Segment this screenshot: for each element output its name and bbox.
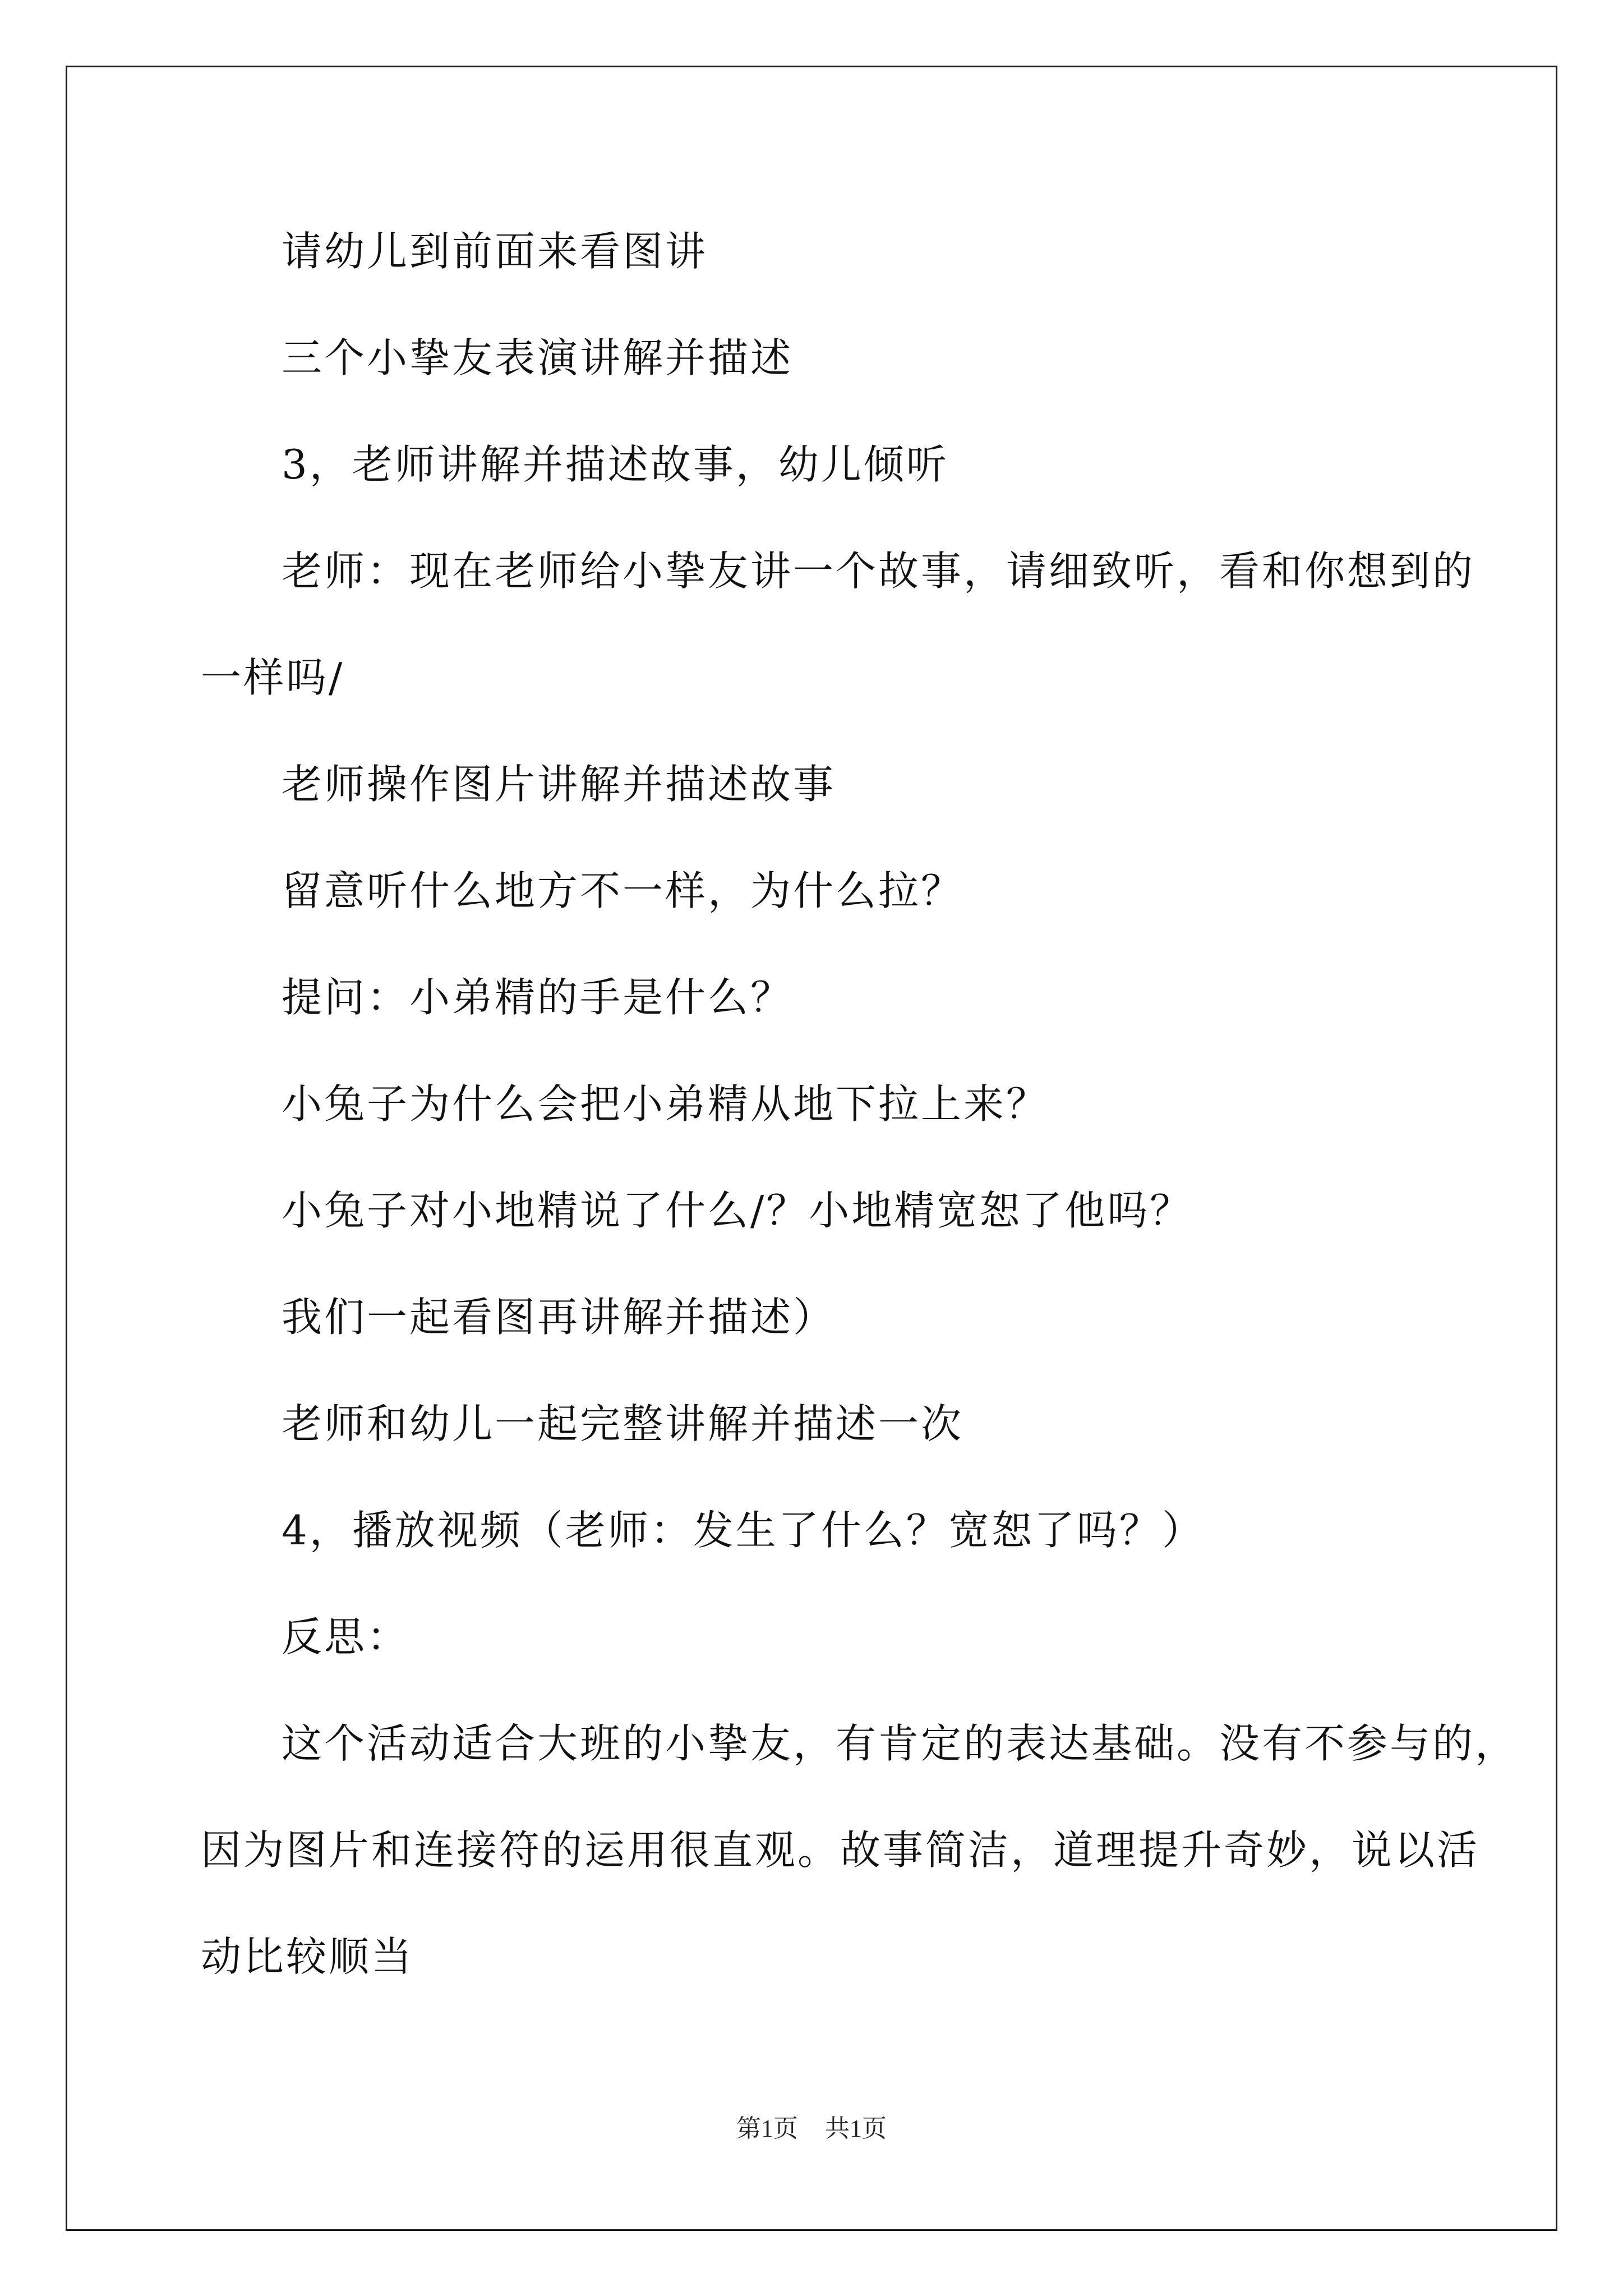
- paragraph-9: 小兔子对小地精说了什么/？小地精宽恕了他吗？: [282, 1187, 1193, 1234]
- page-number-current: 第1页: [736, 2115, 798, 2142]
- paragraph-12: 4，播放视频（老师：发生了什么？宽恕了吗？）: [282, 1507, 1205, 1554]
- paragraph-6: 留意听什么地方不一样，为什么拉？: [282, 867, 964, 914]
- page-footer: [0, 2112, 1623, 2146]
- page-border: [66, 66, 1557, 2231]
- paragraph-11: 老师和幼儿一起完整讲解并描述一次: [282, 1400, 964, 1447]
- paragraph-1: 请幼儿到前面来看图讲: [282, 228, 708, 275]
- paragraph-8: 小兔子为什么会把小弟精从地下拉上来？: [282, 1080, 1049, 1128]
- paragraph-4: 老师：现在老师给小挚友讲一个故事，请细致听，看和你想到的: [282, 547, 1476, 595]
- paragraph-13: 反思：: [282, 1613, 410, 1660]
- paragraph-14-continuation-1: 因为图片和连接符的运用很直观。故事简洁，道理提升奇妙，说以活: [201, 1826, 1480, 1874]
- paragraph-7: 提问：小弟精的手是什么？: [282, 974, 794, 1021]
- paragraph-10: 我们一起看图再讲解并描述）: [282, 1294, 836, 1341]
- paragraph-14: 这个活动适合大班的小挚友，有肯定的表达基础。没有不参与的，: [282, 1720, 1518, 1767]
- paragraph-3: 3，老师讲解并描述故事，幼儿倾听: [282, 441, 949, 488]
- paragraph-2: 三个小挚友表演讲解并描述: [282, 334, 794, 381]
- paragraph-4-continuation: 一样吗/: [201, 654, 345, 701]
- paragraph-14-continuation-2: 动比较顺当: [201, 1933, 414, 1980]
- page-number-total: 共1页: [825, 2115, 887, 2142]
- paragraph-5: 老师操作图片讲解并描述故事: [282, 761, 836, 808]
